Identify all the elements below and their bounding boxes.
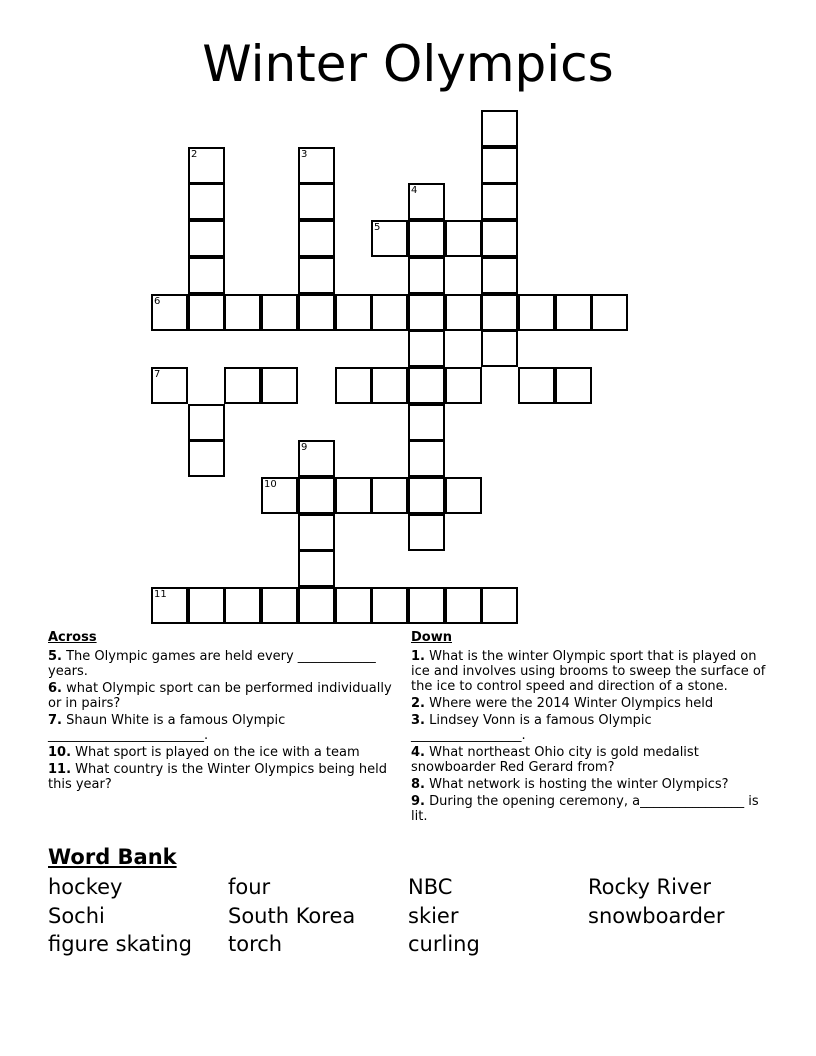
grid-cell[interactable]	[298, 514, 335, 551]
grid-cell[interactable]	[481, 147, 518, 184]
grid-cell[interactable]	[371, 477, 408, 514]
grid-cell[interactable]	[261, 587, 298, 624]
word-bank-item: curling	[408, 932, 480, 956]
grid-cell[interactable]	[408, 440, 445, 477]
word-bank-item: figure skating	[48, 932, 192, 956]
grid-cell[interactable]	[408, 404, 445, 441]
grid-cell[interactable]	[408, 257, 445, 294]
grid-cell[interactable]	[481, 220, 518, 257]
clue-item: 11. What country is the Winter Olympics being held this year?	[48, 762, 387, 792]
clue-item: 4. What northeast Ohio city is gold medalist snowboarder Red Gerard from?	[411, 745, 699, 775]
clue-item: 5. The Olympic games are held every ____________ years.	[48, 649, 376, 679]
clue-number: 3	[301, 149, 308, 160]
clue-number: 9	[301, 442, 308, 453]
word-bank-item: NBC	[408, 875, 453, 899]
grid-cell[interactable]	[445, 587, 482, 624]
clue-item: 3. Lindsey Vonn is a famous Olympic _________________.	[411, 713, 652, 743]
grid-cell[interactable]	[555, 294, 592, 331]
grid-cell[interactable]	[445, 477, 482, 514]
grid-cell[interactable]	[408, 220, 445, 257]
grid-cell[interactable]	[408, 514, 445, 551]
grid-cell[interactable]	[408, 367, 445, 404]
clue-item: 10. What sport is played on the ice with a team	[48, 745, 360, 760]
grid-cell[interactable]	[298, 440, 335, 477]
word-bank-item: Rocky River	[588, 875, 711, 899]
clue-item: 9. During the opening ceremony, a________________ is lit.	[411, 794, 759, 824]
grid-cell[interactable]	[481, 587, 518, 624]
grid-cell[interactable]	[481, 257, 518, 294]
grid-cell[interactable]	[261, 294, 298, 331]
word-bank-item: four	[228, 875, 271, 899]
grid-cell[interactable]	[298, 477, 335, 514]
grid-cell[interactable]	[188, 440, 225, 477]
grid-cell[interactable]	[298, 294, 335, 331]
clue-item: 7. Shaun White is a famous Olympic ________________________.	[48, 713, 286, 743]
grid-cell[interactable]	[224, 367, 261, 404]
word-bank-item: torch	[228, 932, 283, 956]
grid-cell[interactable]	[371, 294, 408, 331]
grid-cell[interactable]	[518, 294, 555, 331]
down-clues	[411, 630, 767, 826]
grid-cell[interactable]	[408, 183, 445, 220]
grid-cell[interactable]	[481, 110, 518, 147]
across-clues	[48, 630, 398, 794]
across-heading: Across	[48, 630, 97, 645]
grid-cell[interactable]	[188, 183, 225, 220]
clue-number: 4	[411, 185, 418, 196]
grid-cell[interactable]	[151, 294, 188, 331]
grid-cell[interactable]	[518, 367, 555, 404]
word-bank-item: Sochi	[48, 904, 105, 928]
word-bank-item: South Korea	[228, 904, 356, 928]
grid-cell[interactable]	[188, 147, 225, 184]
grid-cell[interactable]	[298, 257, 335, 294]
grid-cell[interactable]	[335, 587, 372, 624]
word-bank-item: skier	[408, 904, 459, 928]
grid-cell[interactable]	[335, 367, 372, 404]
grid-cell[interactable]	[481, 183, 518, 220]
grid-cell[interactable]	[445, 220, 482, 257]
clue-number: 2	[191, 149, 198, 160]
down-heading: Down	[411, 630, 452, 645]
grid-cell[interactable]	[371, 587, 408, 624]
clue-number: 7	[154, 369, 161, 380]
clue-item: 6. what Olympic sport can be performed individually or in pairs?	[48, 681, 392, 711]
grid-cell[interactable]	[188, 404, 225, 441]
grid-cell[interactable]	[445, 367, 482, 404]
grid-cell[interactable]	[151, 587, 188, 624]
word-bank-heading: Word Bank	[48, 845, 177, 869]
grid-cell[interactable]	[408, 294, 445, 331]
grid-cell[interactable]	[408, 330, 445, 367]
grid-cell[interactable]	[408, 587, 445, 624]
grid-cell[interactable]	[335, 477, 372, 514]
grid-cell[interactable]	[481, 330, 518, 367]
grid-cell[interactable]	[371, 367, 408, 404]
grid-cell[interactable]	[481, 294, 518, 331]
grid-cell[interactable]	[188, 587, 225, 624]
grid-cell[interactable]	[224, 587, 261, 624]
word-bank-item: hockey	[48, 875, 123, 899]
grid-cell[interactable]	[445, 294, 482, 331]
grid-cell[interactable]	[298, 147, 335, 184]
grid-cell[interactable]	[188, 294, 225, 331]
grid-cell[interactable]	[555, 367, 592, 404]
clue-item: 1. What is the winter Olympic sport that is played on ice and involves using brooms to sweep the surface of the ice to control speed and direction of a stone.	[411, 649, 766, 694]
clue-number: 5	[374, 222, 381, 233]
grid-cell[interactable]	[371, 220, 408, 257]
grid-cell[interactable]	[298, 587, 335, 624]
grid-cell[interactable]	[188, 220, 225, 257]
grid-cell[interactable]	[298, 550, 335, 587]
clue-number: 6	[154, 296, 161, 307]
clue-item: 2. Where were the 2014 Winter Olympics held	[411, 696, 714, 711]
clue-item: 8. What network is hosting the winter Olympics?	[411, 777, 729, 792]
page-title: Winter Olympics	[202, 35, 614, 93]
clue-number: 10	[264, 479, 277, 490]
clue-number: 11	[154, 589, 167, 600]
grid-cell[interactable]	[188, 257, 225, 294]
grid-cell[interactable]	[261, 477, 298, 514]
grid-cell[interactable]	[335, 294, 372, 331]
grid-cell[interactable]	[224, 294, 261, 331]
grid-cell[interactable]	[591, 294, 628, 331]
grid-cell[interactable]	[408, 477, 445, 514]
grid-cell[interactable]	[298, 220, 335, 257]
grid-cell[interactable]	[298, 183, 335, 220]
grid-cell[interactable]	[261, 367, 298, 404]
word-bank-item: snowboarder	[588, 904, 725, 928]
grid-cell[interactable]	[151, 367, 188, 404]
